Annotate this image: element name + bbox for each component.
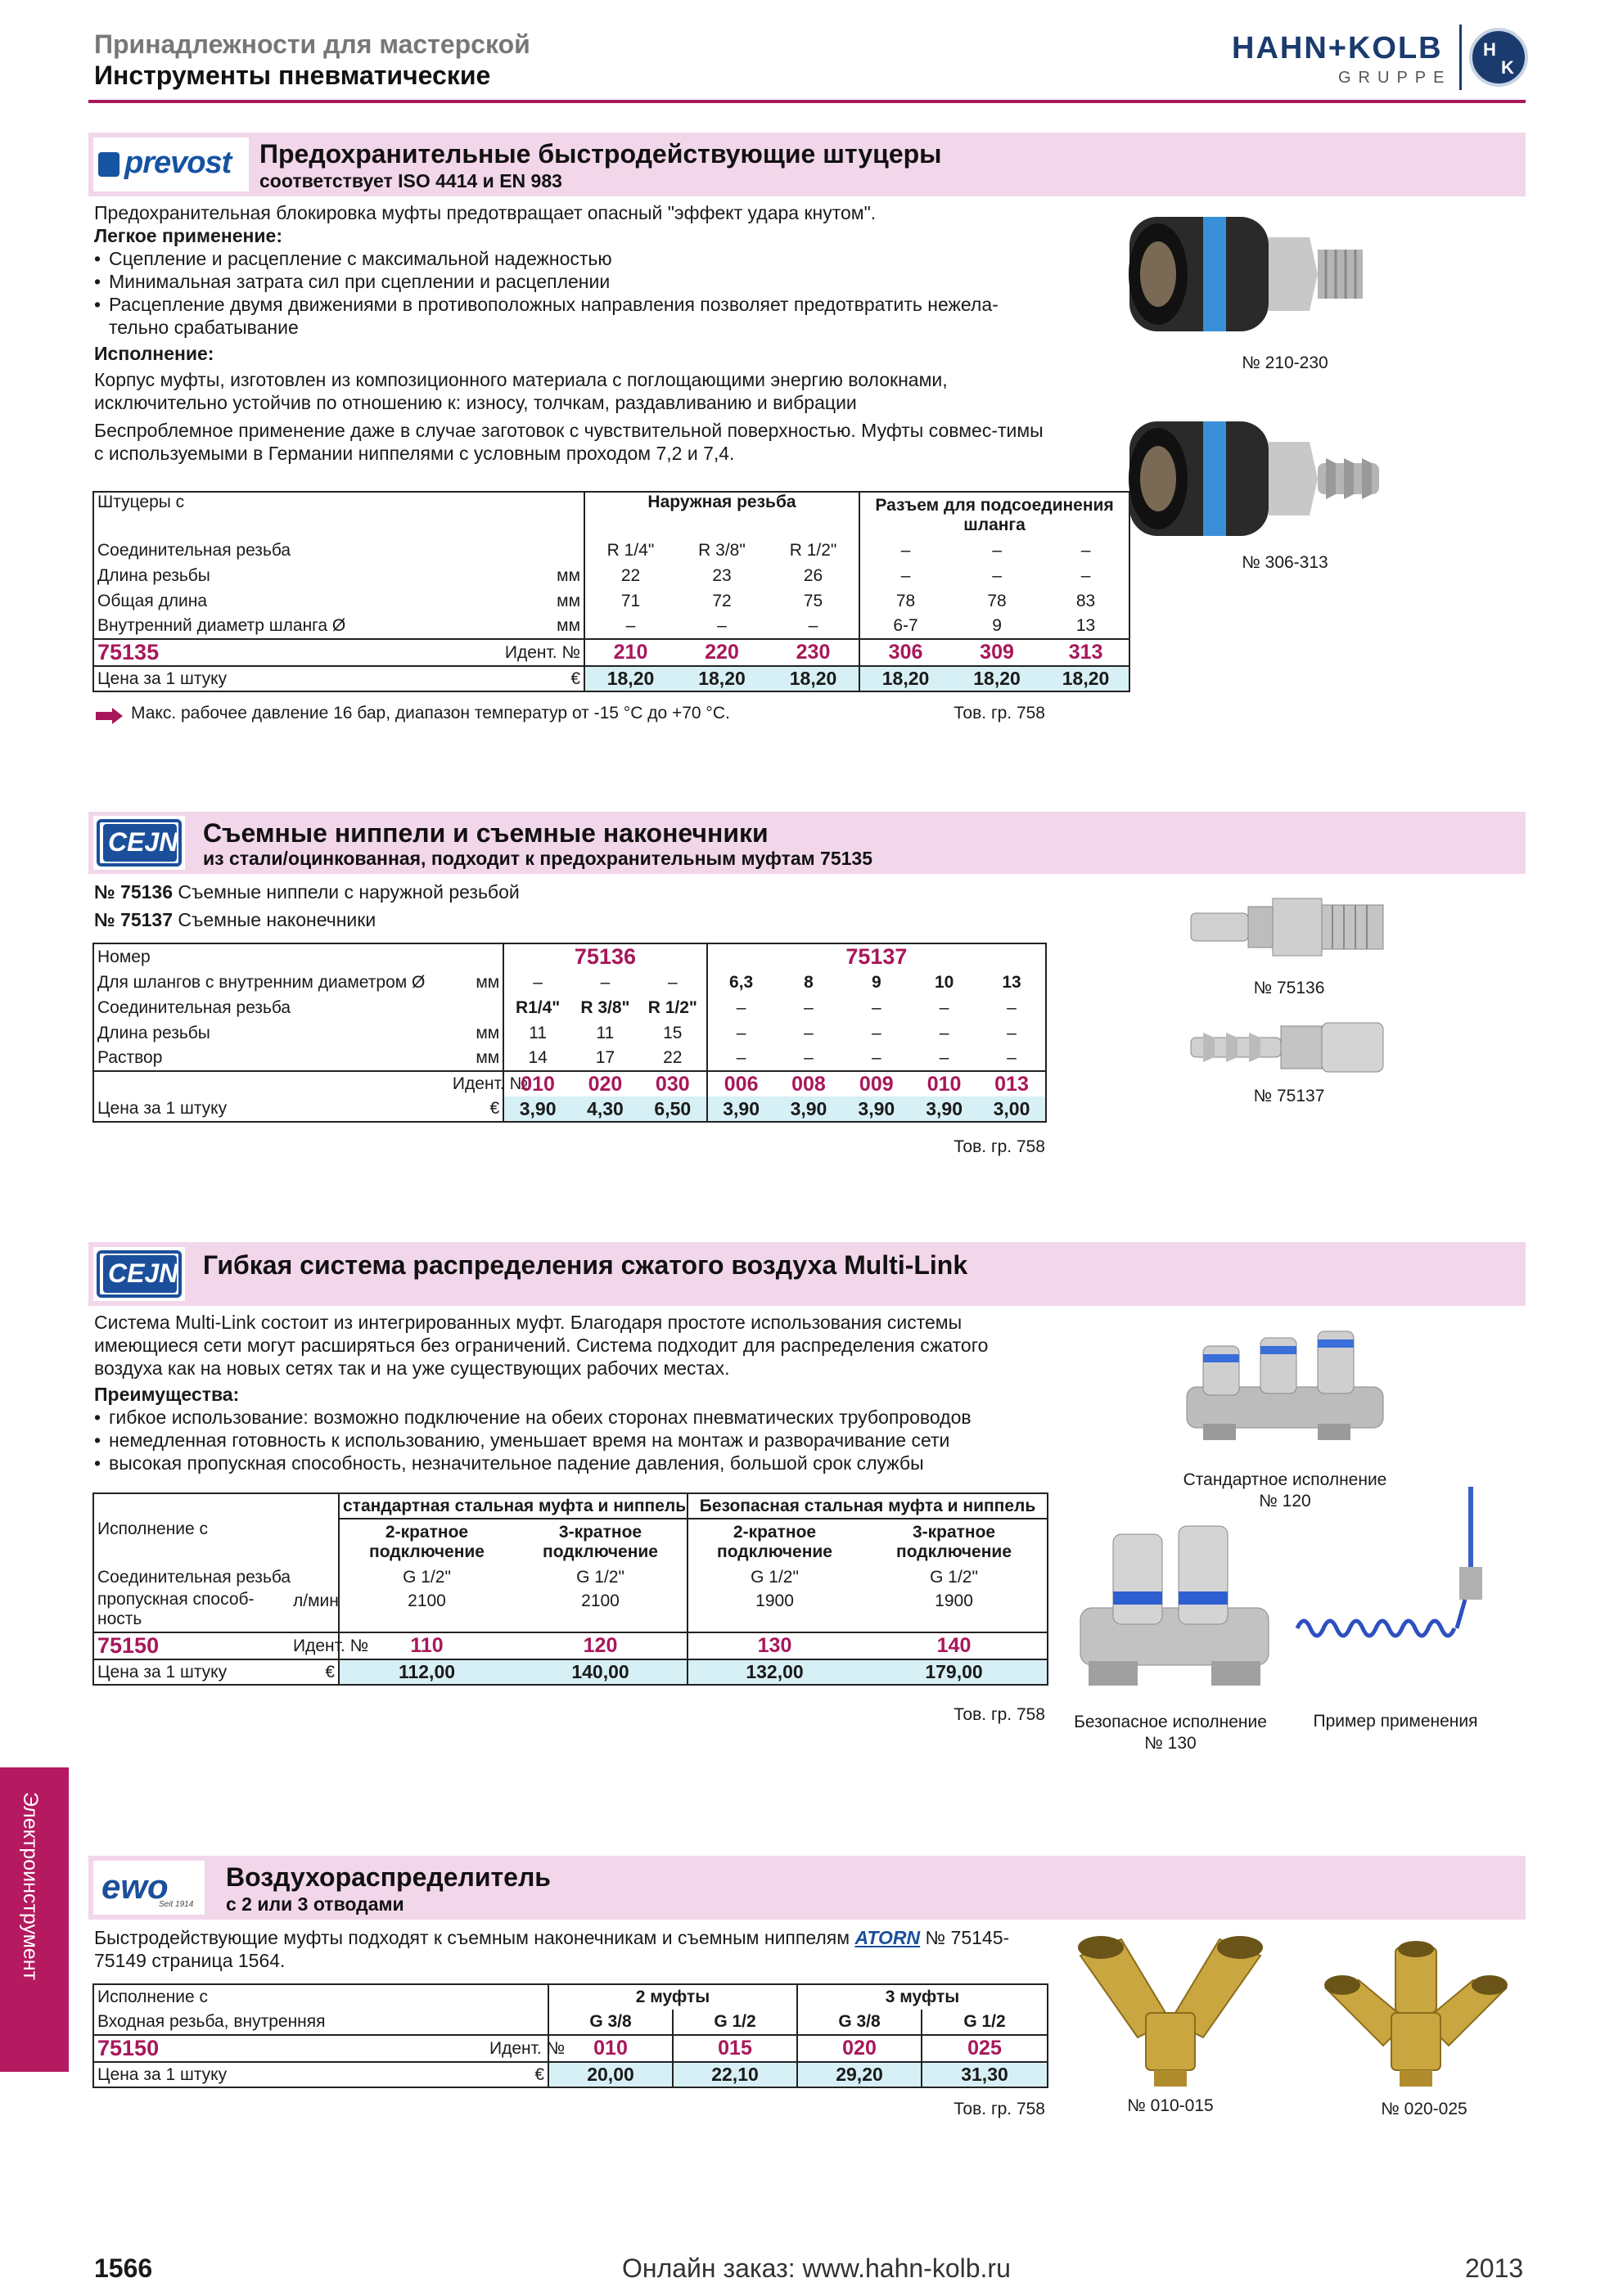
price-row: Цена за 1 штуку € 112,00 140,00 132,00 179,00 — [93, 1659, 1048, 1685]
multilink-safety-image — [1064, 1518, 1277, 1714]
price-row: Цена за 1 штуку € 20,00 22,10 29,20 31,30 — [93, 2062, 1048, 2087]
s4-product-group: Тов. гр. 758 — [954, 2100, 1045, 2118]
s1-spec-table: Штуцеры с Наружная резьба Разъем для подсоединения шланга Соединительная резьба R 1/4" R 3/8" R 1/2" – – – Длина резьбы мм 22 23 26 – – – Общая длина мм 71 72 75 78 78 83 Внутренний диаметр шланга Ø мм – – – 6-7 9 13 75135 Идент. № 210 220 230 306 309 313 Цена за 1 штуку € 18,20 18,20 18,20 18,20 18,20 18,20 — [92, 491, 1130, 692]
table-row: Общая длина мм 71 72 75 78 78 83 — [93, 588, 1129, 614]
ident-row: 75150 Идент. № 010 015 020 025 — [93, 2035, 1048, 2062]
price-row: Цена за 1 штуку € 18,20 18,20 18,20 18,20 18,20 18,20 — [93, 666, 1129, 691]
s1-description: Предохранительная блокировка муфты предотвращает опасный "эффект удара кнутом". Легкое применение: • Сцепление и расцепление с максимальной надежностью • Минимальная затрата сил при сцеплении и расцеплении • Расцепление двумя движениями в противоположных направления позволяет предотвратить нежела-тельно срабатывание Исполнение: Корпус муфты, изготовлен из композиционного материала с поглощающими энергию волокнами, исключительно устойчив по отношению к: износу, толчкам, раздавливанию и вибрации Беспроблемное применение даже в случае заготовок с чувствительной поверхностью. Муфты совмес-тимы с используемыми в Германии ниппелями с условным проходом 7,2 и 7,4. — [94, 201, 1052, 465]
cejn-logo: CEJN — [93, 1247, 185, 1301]
ident-row: 75135 Идент. № 210 220 230 306 309 313 — [93, 639, 1129, 666]
header-subcategory: Инструменты пневматические — [94, 61, 491, 90]
logo-wordmark: HAHN+KOLB — [1232, 31, 1443, 65]
page-number: 1566 — [94, 2253, 153, 2283]
hk-circle-icon: H K — [1469, 28, 1528, 87]
s3-bullets — [94, 1406, 1044, 1474]
table-row: Входная резьба, внутренняя G 3/8 G 1/2 G 3/8 G 1/2 — [93, 2010, 1048, 2035]
image-caption: № 010-015 — [1127, 2096, 1214, 2115]
multilink-standard-image — [1179, 1321, 1391, 1461]
table-row: Длина резьбы мм 11 11 15 – – – – – — [93, 1020, 1046, 1046]
s1-bullets — [94, 247, 1052, 339]
s4-title: Воздухораспределитель — [226, 1862, 551, 1892]
atorn-brand: ATORN — [854, 1927, 921, 1948]
s1-title: Предохранительные быстродействующие штуцеры — [259, 139, 942, 169]
s3-title: Гибкая система распределения сжатого воздуха Multi-Link — [203, 1250, 968, 1280]
bullet-item: • высокая пропускная способность, незначительное падение давления, большой срок службы — [94, 1452, 1044, 1474]
nipple-image-75137 — [1187, 1015, 1391, 1080]
s4-title-band — [88, 1856, 1526, 1920]
ident-row: 75150 Идент. № 110 120 130 140 — [93, 1632, 1048, 1659]
image-caption: № 306-313 — [1242, 553, 1328, 572]
bullet-item: • Сцепление и расцепление с максимальной надежностью — [94, 247, 1052, 270]
prevost-mark-icon — [98, 152, 119, 177]
table-row: Длина резьбы мм 22 23 26 – – – — [93, 563, 1129, 588]
s2-product-group: Тов. гр. 758 — [954, 1137, 1045, 1156]
table-row: Для шлангов с внутренним диаметром Ø мм – – – 6,3 8 9 10 13 — [93, 970, 1046, 995]
s2-list: № 75136 Съемные ниппели с наружной резьбой № 75137 Съемные наконечники — [94, 881, 520, 930]
catalog-year: 2013 — [1465, 2253, 1524, 2283]
order-url[interactable]: Онлайн заказ: www.hahn-kolb.ru — [622, 2253, 1011, 2283]
prevost-logo: prevost — [93, 137, 249, 191]
cejn-logo: CEJN — [93, 816, 185, 870]
ewo-logo: ewo Seit 1914 — [93, 1861, 205, 1915]
s1-product-group: Тов. гр. 758 — [954, 704, 1045, 723]
s4-subtitle: с 2 или 3 отводами — [226, 1893, 404, 1915]
distributor-image-020 — [1318, 1931, 1514, 2095]
s2-title: Съемные ниппели и съемные наконечники — [203, 818, 769, 848]
table-row: Соединительная резьба G 1/2" G 1/2" G 1/2" G 1/2" — [93, 1564, 1048, 1590]
side-tab-power-tools[interactable]: Электроинструмент — [0, 1767, 69, 2072]
article-number: 75150 — [97, 1633, 160, 1658]
s3-product-group: Тов. гр. 758 — [954, 1705, 1045, 1724]
s2-subtitle: из стали/оцинкованная, подходит к предохранительным муфтам 75135 — [203, 848, 872, 869]
image-caption: Стандартное исполнение № 120 — [1183, 1470, 1387, 1510]
s3-title-band — [88, 1242, 1526, 1306]
article-number: 75150 — [97, 2036, 160, 2060]
s1-title-band — [88, 133, 1526, 196]
header-rule — [88, 100, 1526, 103]
table-row: Соединительная резьба R 1/4" R 3/8" R 1/2" – – – — [93, 538, 1129, 563]
s2-title-band — [88, 812, 1526, 874]
table-row: Внутренний диаметр шланга Ø мм – – – 6-7 9 13 — [93, 614, 1129, 639]
hahn-kolb-logo — [1232, 25, 1526, 92]
image-caption: № 75136 — [1253, 979, 1325, 997]
s4-spec-table: Исполнение с 2 муфты 3 муфты Входная резьба, внутренняя G 3/8 G 1/2 G 3/8 G 1/2 75150 Идент. № 010 015 020 025 Цена за 1 штуку € 20,00 22,10 29,20 31,30 — [92, 1983, 1048, 2088]
bullet-item: • Минимальная затрата сил при сцеплении и расцеплении — [94, 270, 1052, 293]
image-caption: Безопасное исполнение № 130 — [1074, 1713, 1267, 1753]
coupling-image-306 — [1121, 409, 1383, 548]
s3-description: Система Multi-Link состоит из интегрированных муфт. Благодаря простоте использования системы имеющиеся сети могут расширяться без ограничений. Система подходит для распределения сжатого воздуха как на новых сетях так и на уже существующих рабочих местах. Преимущества: • гибкое использование: возможно подключение на обеих сторонах пневматических трубопроводов • немедленная готовность к использованию, уменьшает время на монтаж и разворачивание сети • высокая пропускная способность, незначительное падение давления, большой срок службы — [94, 1311, 1044, 1474]
bullet-item: • гибкое использование: возможно подключение на обеих сторонах пневматических трубопроводов — [94, 1406, 1044, 1429]
logo-divider — [1459, 25, 1462, 90]
coupling-image-210 — [1121, 205, 1367, 344]
arrow-hand-icon — [94, 707, 124, 725]
image-caption: № 75137 — [1253, 1087, 1325, 1105]
distributor-image-010 — [1064, 1931, 1277, 2095]
price-row: Цена за 1 штуку € 3,90 4,30 6,50 3,90 3,90 3,90 3,90 3,00 — [93, 1096, 1046, 1122]
nipple-image-75136 — [1187, 890, 1391, 964]
header-category: Принадлежности для мастерской — [94, 29, 530, 59]
s3-spec-table: Исполнение с стандартная стальная муфта и ниппель Безопасная стальная муфта и ниппель 2-кратное подключение 3-кратное подключение 2-кратное подключение 3-кратное подключение Соединительная резьба G 1/2" G 1/2" G 1/2" G 1/2" пропускная способ-ность л/мин 2100 2100 1900 1900 75150 Идент. № 110 120 130 140 Цена за 1 штуку € 112,00 140,00 132,00 179,00 — [92, 1492, 1048, 1686]
image-caption: № 210-230 — [1242, 353, 1328, 372]
article-number: 75135 — [97, 640, 160, 664]
s1-subtitle: соответствует ISO 4414 и EN 983 — [259, 170, 562, 191]
image-caption: № 020-025 — [1381, 2100, 1467, 2118]
application-example-image — [1289, 1485, 1498, 1681]
ident-row: Идент. № 010 020 030 006 008 009 010 013 — [93, 1071, 1046, 1096]
image-caption: Пример применения — [1313, 1712, 1478, 1731]
s1-note: Макс. рабочее давление 16 бар, диапазон температур от -15 °C до +70 °C. — [131, 704, 730, 723]
table-row: Соединительная резьба R1/4" R 3/8" R 1/2" – – – – – — [93, 995, 1046, 1020]
bullet-item: • немедленная готовность к использованию, уменьшает время на монтаж и разворачивание сети — [94, 1429, 1044, 1452]
bullet-item: • Расцепление двумя движениями в противоположных направления позволяет предотвратить нежела-тельно срабатывание — [94, 293, 1052, 339]
table-row: пропускная способ-ность л/мин 2100 2100 1900 1900 — [93, 1590, 1048, 1632]
table-row: Раствор мм 14 17 22 – – – – – — [93, 1046, 1046, 1071]
s4-description: Быстродействующие муфты подходят к съемным наконечникам и съемным ниппелям ATORN № 75145-75149 страница 1564. — [94, 1927, 1010, 1971]
s2-spec-table: Номер 75136 75137 Для шлангов с внутренним диаметром Ø мм – – – 6,3 8 9 10 13 Соединительная резьба R1/4" R 3/8" R 1/2" – – – – – Длина резьбы мм 11 11 15 – – – – – Раствор мм 14 17 22 – – – – – Идент. № 010 020 030 006 008 009 010 013 Цена за 1 штуку € 3,90 4,30 6,50 3,90 3,90 3,90 3,90 3,00 — [92, 943, 1047, 1123]
logo-gruppe: GRUPPE — [1338, 69, 1452, 87]
